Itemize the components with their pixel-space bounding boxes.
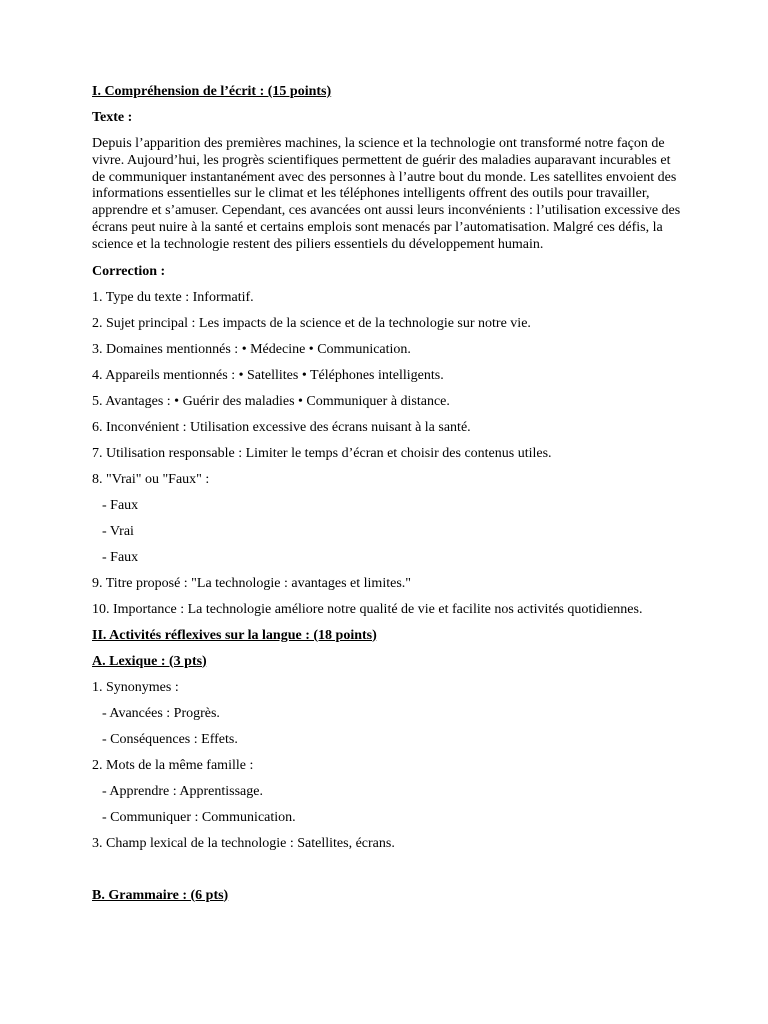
document-page (92, 84, 682, 914)
reading-text: Depuis l’apparition des premières machines, la science et la technologie ont transformé notre façon de vivre. Aujourd’hui, les progrès scientifiques permettent de guérir des maladies auparavant incurables et de communiquer instantanément avec des personnes à l’autre bout du monde. Les satellites envoient des informations essentielles sur le climat et les téléphones intelligents offrent des outils pour travailler, apprendre et s’amuser. Cependant, ces avancées ont aussi leurs inconvénients : l’utilisation excessive des écrans peut nuire à la santé et certains emplois sont menacés par l’automatisation. Malgré ces défis, la science et la technologie restent des piliers essentiels du développement humain. (92, 136, 681, 252)
answer-item: 10. Importance : La technologie améliore notre qualité de vie et facilite nos activités quotidiennes. (92, 601, 643, 617)
correction-label: Correction : (92, 263, 166, 279)
answer-item: 5. Avantages : • Guérir des maladies • Communiquer à distance. (92, 393, 450, 409)
lexique-question: 3. Champ lexical de la technologie : Satellites, écrans. (92, 835, 395, 851)
lexique-heading: A. Lexique : (3 pts) (92, 653, 207, 669)
lexique-question: 2. Mots de la même famille : (92, 757, 254, 773)
answer-item: 6. Inconvénient : Utilisation excessive des écrans nuisant à la santé. (92, 419, 471, 435)
lexique-answer: - Avancées : Progrès. (102, 705, 220, 721)
answer-item: 3. Domaines mentionnés : • Médecine • Communication. (92, 341, 411, 357)
text-label: Texte : (92, 110, 133, 125)
spacer (92, 862, 682, 888)
section-2-heading: II. Activités réflexives sur la langue : (18 points) (92, 627, 377, 643)
answer-item: 2. Sujet principal : Les impacts de la science et de la technologie sur notre vie. (92, 315, 531, 331)
lexique-answer: - Conséquences : Effets. (102, 731, 238, 747)
answer-item: 1. Type du texte : Informatif. (92, 289, 254, 305)
answer-item: 9. Titre proposé : "La technologie : avantages et limites." (92, 575, 411, 591)
vrai-faux-item: - Vrai (102, 523, 134, 539)
lexique-question: 1. Synonymes : (92, 679, 179, 695)
answer-item: 7. Utilisation responsable : Limiter le temps d’écran et choisir des contenus utiles. (92, 445, 552, 461)
lexique-answer: - Communiquer : Communication. (102, 809, 296, 825)
vrai-faux-item: - Faux (102, 549, 139, 565)
answer-item: 4. Appareils mentionnés : • Satellites • Téléphones intelligents. (92, 367, 444, 383)
grammaire-heading: B. Grammaire : (6 pts) (92, 887, 229, 903)
lexique-answer: - Apprendre : Apprentissage. (102, 783, 263, 799)
vrai-faux-item: - Faux (102, 497, 139, 513)
section-1-heading: I. Compréhension de l’écrit : (15 points) (92, 84, 332, 99)
answer-item: 8. "Vrai" ou "Faux" : (92, 471, 210, 487)
